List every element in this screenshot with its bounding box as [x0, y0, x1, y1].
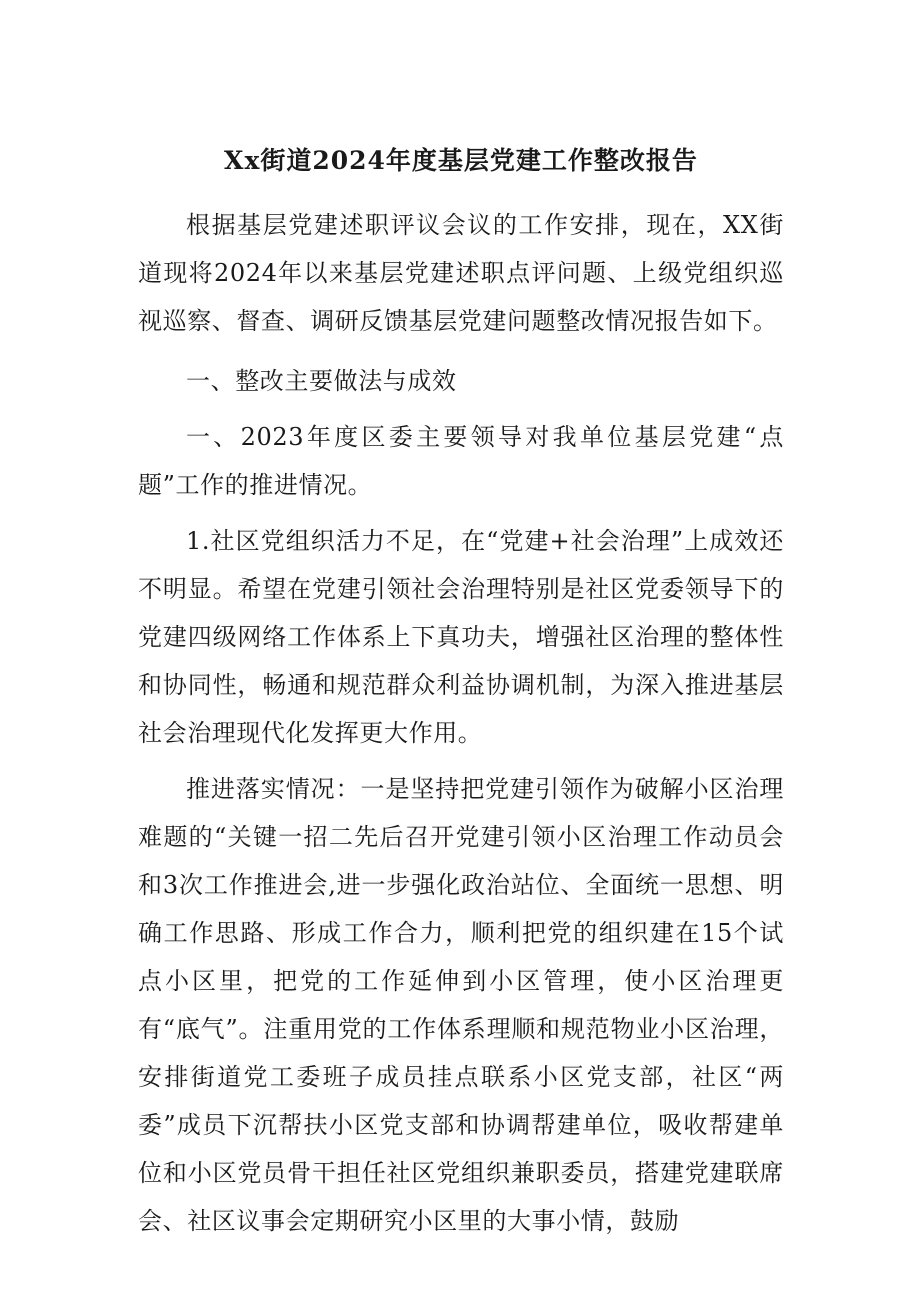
section-heading: 一、整改主要做法与成效 — [186, 367, 457, 395]
document-title: Xx街道2024年度基层党建工作整改报告 — [224, 146, 698, 175]
issue-paragraph: 1.社区党组织活力不足，在“党建+社会治理”上成效还不明显。希望在党建引领社会治理特别是社区党委领导下的党建四级网络工作体系上下真功夫，增强社区治理的整体性和协同性，畅通和规范群众利益协调机制，为深入推进基层社会治理现代化发挥更大作用。 — [138, 527, 784, 747]
progress-paragraph: 推进落实情况：一是坚持把党建引领作为破解小区治理难题的“关键一招二先后召开党建引领小区治理工作动员会和3次工作推进会,进一步强化政治站位、全面统一思想、明确工作思路、形成工作合力，顺利把党的组织建在15个试点小区里，把党的工作延伸到小区管理，使小区治理更有“底气”。注重用党的工作体系理顺和规范物业小区治理，安排街道党工委班子成员挂点联系小区党支部，社区“两委”成员下沉帮扶小区党支部和协调帮建单位，吸收帮建单位和小区党员骨干担任社区党组织兼职委员，搭建党建联席会、社区议事会定期研究小区里的大事小情，鼓励 — [138, 775, 784, 1235]
subsection-heading: 一、2023年度区委主要领导对我单位基层党建“点题”工作的推进情况。 — [138, 423, 784, 499]
intro-paragraph: 根据基层党建述职评议会议的工作安排，现在，XX街道现将2024年以来基层党建述职点评问题、上级党组织巡视巡察、督查、调研反馈基层党建问题整改情况报告如下。 — [138, 211, 784, 335]
